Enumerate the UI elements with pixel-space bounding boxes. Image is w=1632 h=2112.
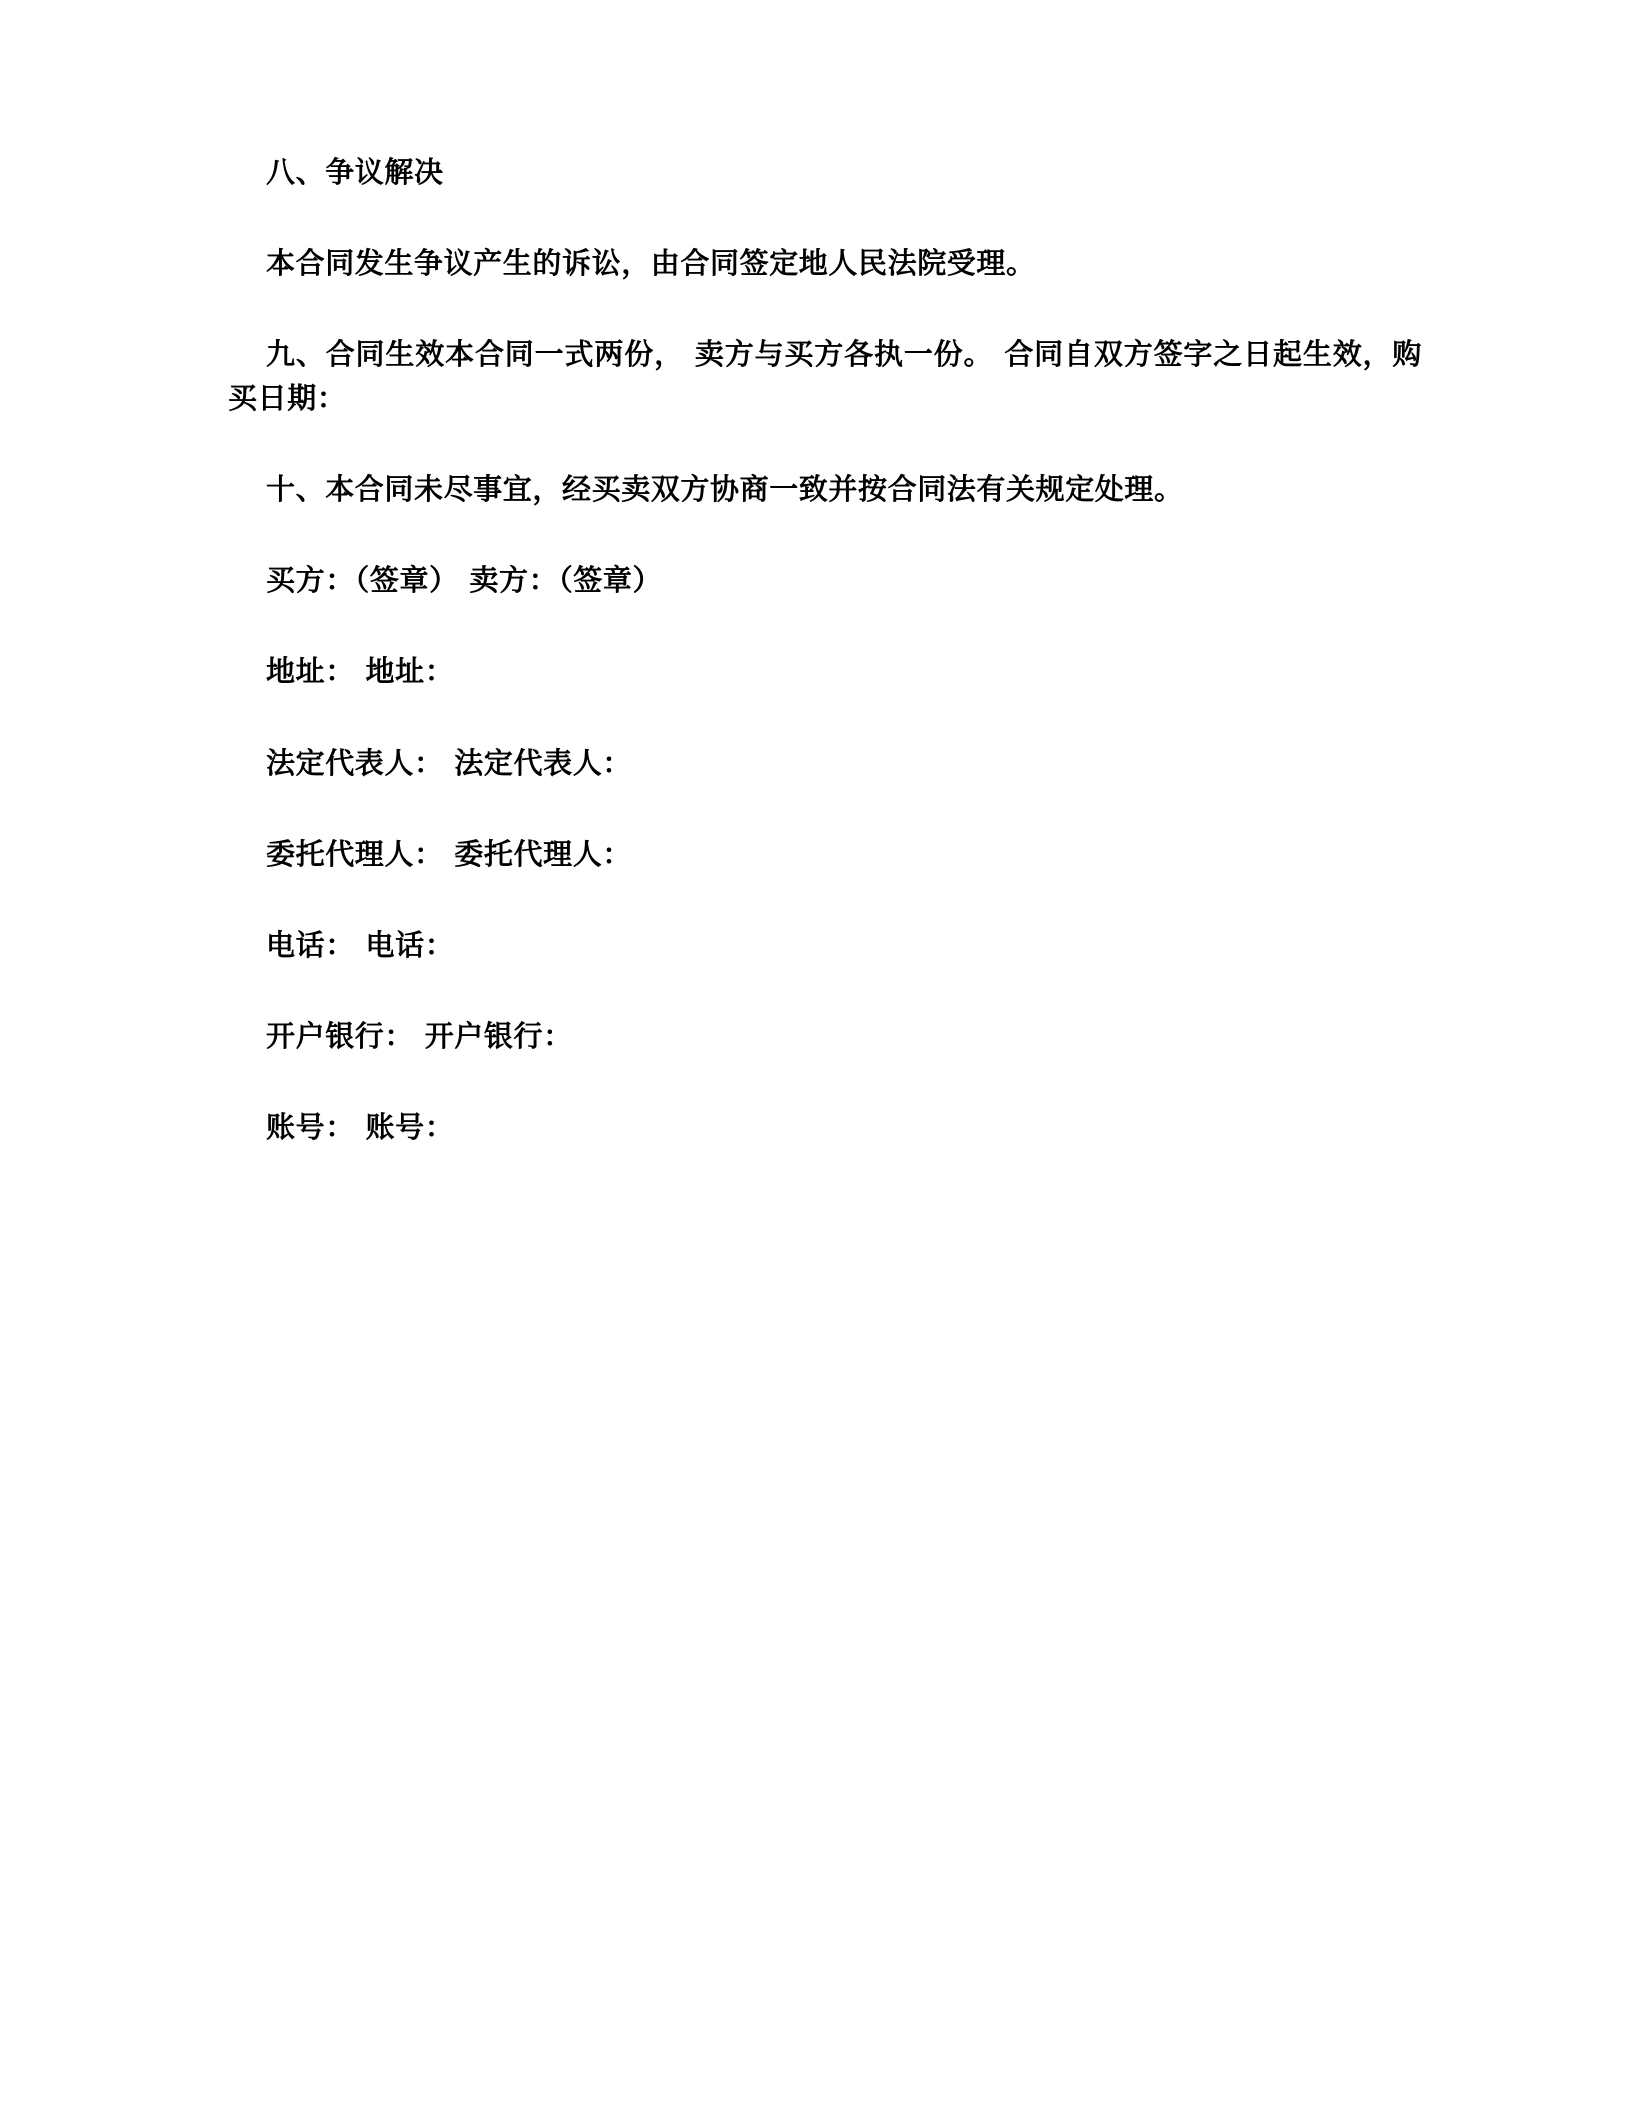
paragraph-section-ten-misc: 十、本合同未尽事宜，经买卖双方协商一致并按合同法有关规定处理。 [266,472,1184,507]
signature-line-legal-representative: 法定代表人： 法定代表人： [266,745,632,780]
signature-line-bank: 开户银行： 开户银行： [266,1018,573,1053]
signature-line-address: 地址： 地址： [266,654,455,689]
signature-line-telephone: 电话： 电话： [266,927,455,962]
section-heading-eight: 八、争议解决 [266,155,444,189]
signature-line-authorized-agent: 委托代理人： 委托代理人： [266,836,632,871]
document-body [228,150,1422,1149]
signature-line-parties: 买方：（签章） 卖方：（签章） [266,563,663,598]
paragraph-section-nine-effectiveness: 九、合同生效本合同一式两份， 卖方与买方各执一份。 合同自双方签字之日起生效，购买日期： [228,337,1422,416]
signature-line-account-number: 账号： 账号： [266,1109,455,1144]
paragraph-dispute-resolution: 本合同发生争议产生的诉讼，由合同签定地人民法院受理。 [266,246,1036,281]
